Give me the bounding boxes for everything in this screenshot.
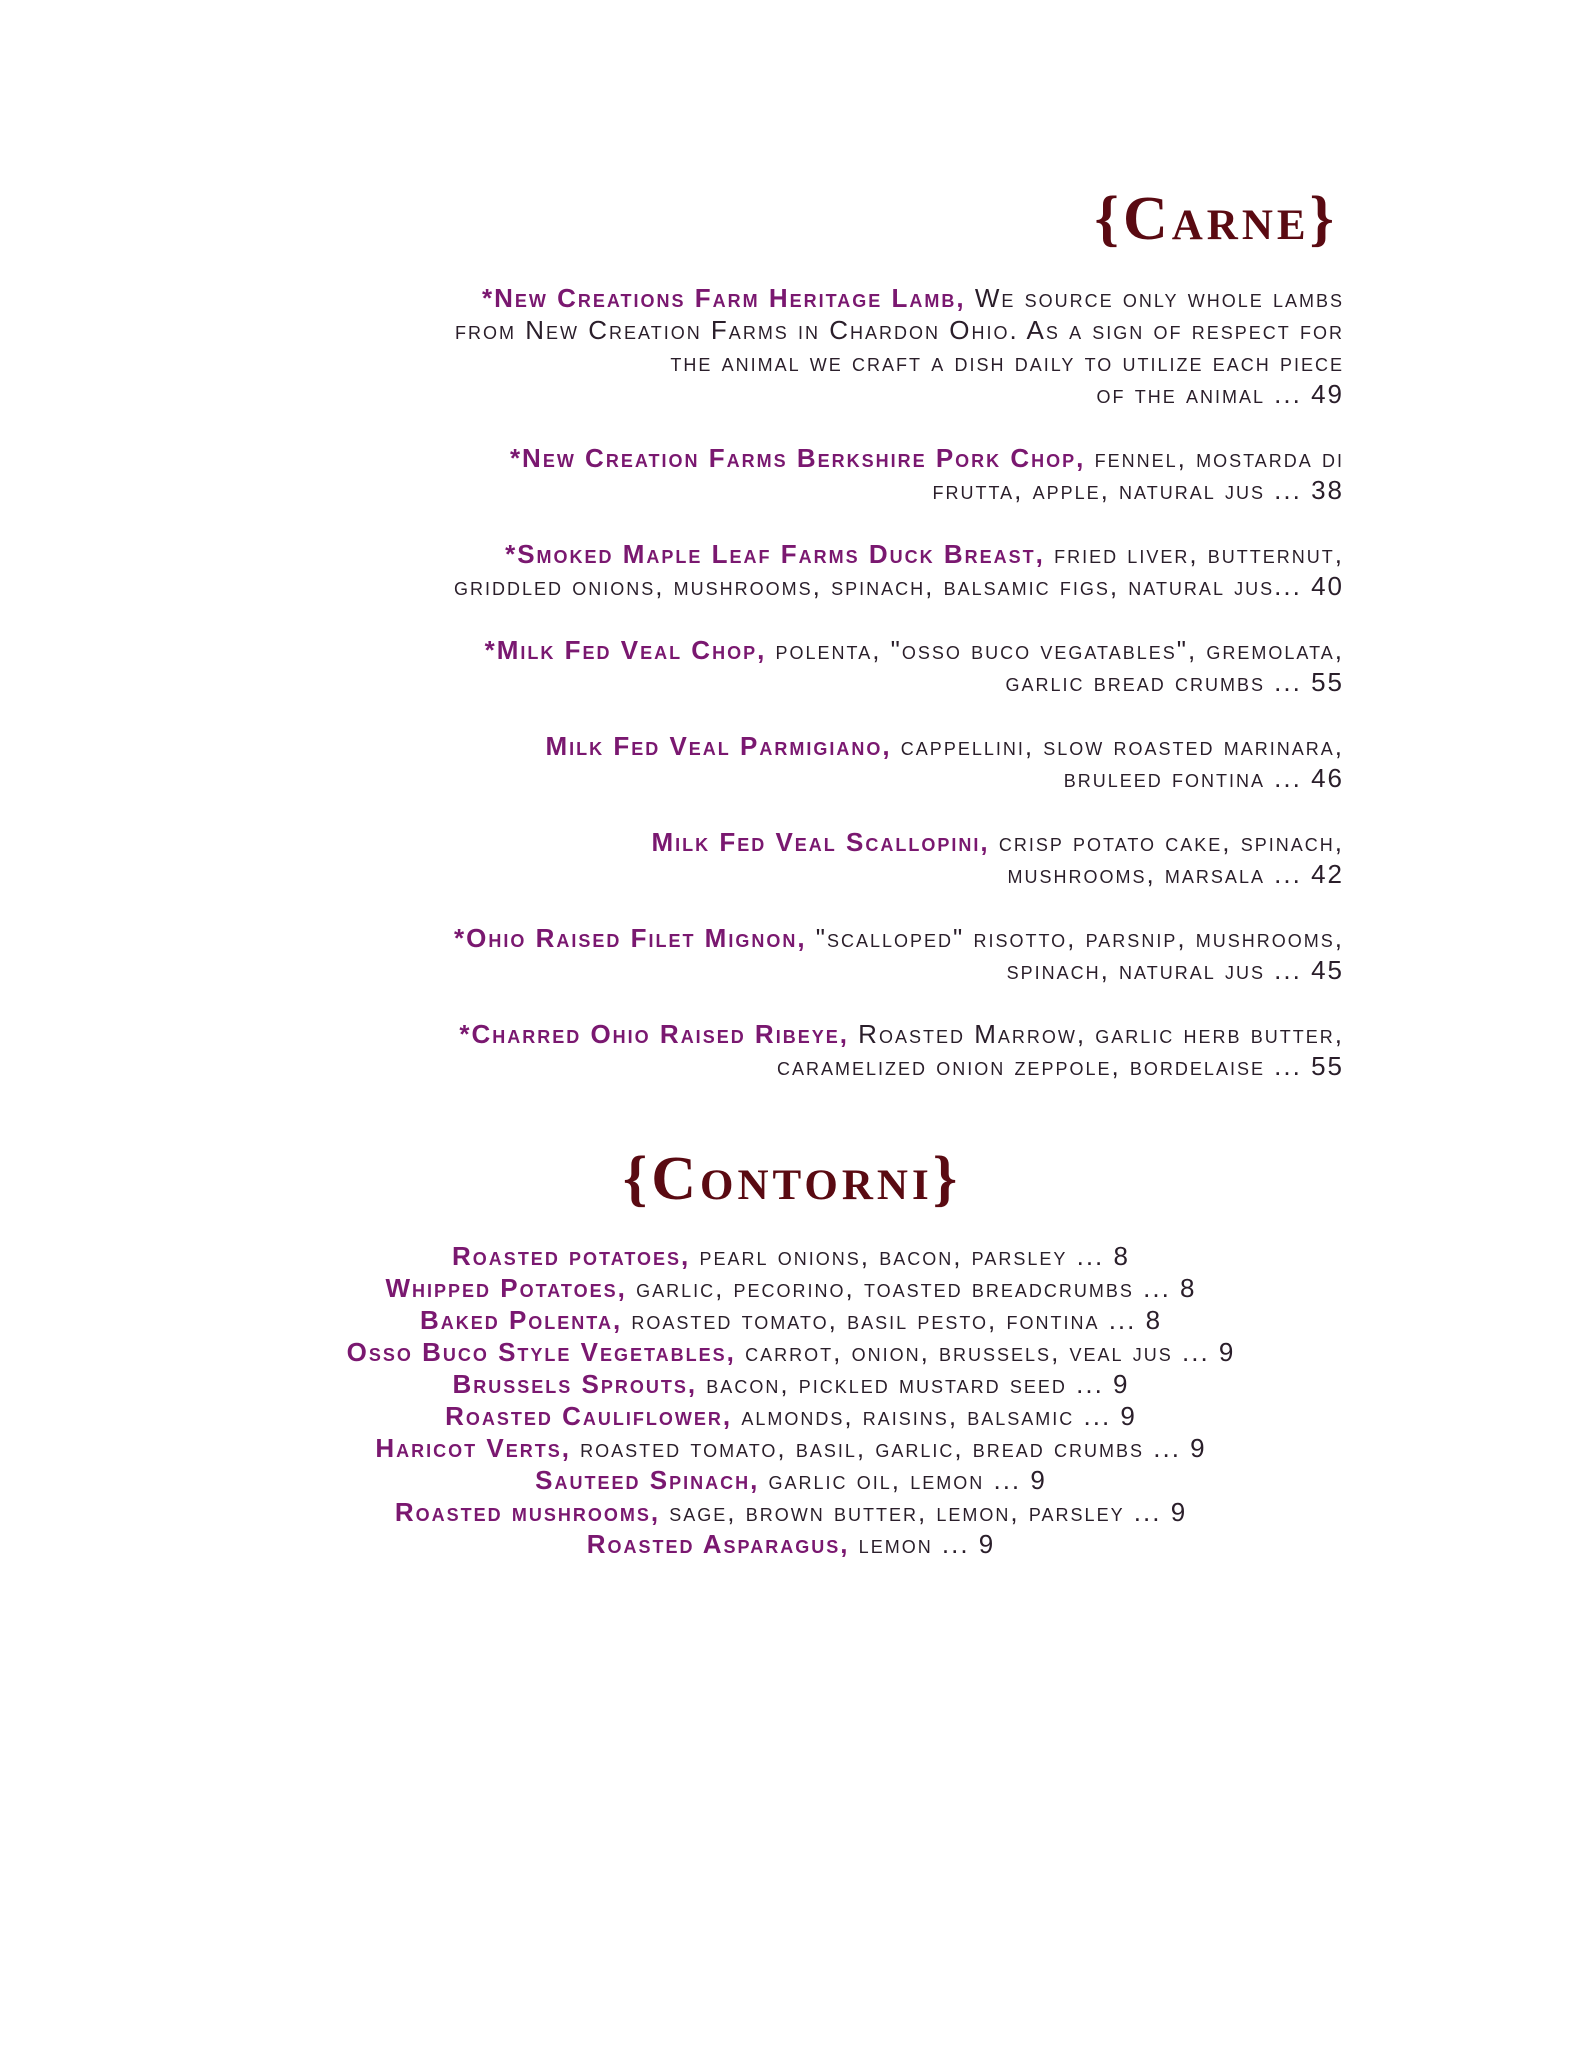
side-description: bacon, pickled mustard seed ... 9 <box>697 1369 1130 1399</box>
dish-description: griddled onions, mushrooms, spinach, balsamic figs, natural jus... 40 <box>453 571 1344 601</box>
dish-description: fried liver, butternut, <box>1044 539 1344 569</box>
dish-name: *Ohio Raised Filet Mignon, <box>454 923 807 953</box>
dish-description: polenta, "osso buco vegatables", gremolata, <box>766 635 1344 665</box>
side-item-roasted-cauliflower <box>0 1400 1582 1432</box>
side-name: Sauteed Spinach, <box>535 1465 760 1495</box>
dish-description: mushrooms, marsala ... 42 <box>1007 859 1344 889</box>
menu-item-veal-parmigiano <box>204 730 1344 794</box>
dish-description: crisp potato cake, spinach, <box>989 827 1344 857</box>
side-name: Roasted Cauliflower, <box>445 1401 733 1431</box>
dish-name: *New Creations Farm Heritage Lamb, <box>481 283 966 313</box>
side-item-roasted-potatoes <box>0 1240 1582 1272</box>
carne-section-title: {Carne} <box>1094 185 1338 253</box>
side-name: Roasted mushrooms, <box>394 1497 661 1527</box>
side-name: Osso Buco Style Vegetables, <box>346 1337 736 1367</box>
side-name: Roasted Asparagus, <box>586 1529 850 1559</box>
side-item-roasted-asparagus <box>0 1528 1582 1560</box>
dish-name: *New Creation Farms Berkshire Pork Chop, <box>509 443 1086 473</box>
side-item-sauteed-spinach <box>0 1464 1582 1496</box>
dish-name: Milk Fed Veal Scallopini, <box>651 827 990 857</box>
dish-description: "scalloped" risotto, parsnip, mushrooms, <box>806 923 1344 953</box>
side-name: Brussels Sprouts, <box>452 1369 698 1399</box>
side-item-osso-buco-vegetables <box>0 1336 1582 1368</box>
side-description: pearl onions, bacon, parsley ... 8 <box>690 1241 1130 1271</box>
carne-list <box>204 282 1344 1114</box>
menu-item-veal-chop <box>204 634 1344 698</box>
menu-item-ribeye <box>204 1018 1344 1082</box>
menu-item-heritage-lamb <box>204 282 1344 410</box>
menu-item-pork-chop <box>204 442 1344 506</box>
dish-description: bruleed fontina ... 46 <box>1063 763 1344 793</box>
side-item-baked-polenta <box>0 1304 1582 1336</box>
dish-description: spinach, natural jus ... 45 <box>1006 955 1344 985</box>
menu-item-filet-mignon <box>204 922 1344 986</box>
menu-item-veal-scallopini <box>204 826 1344 890</box>
dish-description: the animal we craft a dish daily to utilize each piece <box>670 347 1344 377</box>
dish-description: of the animal ... 49 <box>1096 379 1344 409</box>
side-description: sage, brown butter, lemon, parsley ... 9 <box>660 1497 1188 1527</box>
dish-description: frutta, apple, natural jus ... 38 <box>932 475 1344 505</box>
dish-name: Milk Fed Veal Parmigiano, <box>545 731 892 761</box>
dish-description: garlic bread crumbs ... 55 <box>1005 667 1344 697</box>
side-name: Whipped Potatoes, <box>385 1273 627 1303</box>
dish-name: *Smoked Maple Leaf Farms Duck Breast, <box>505 539 1045 569</box>
contorni-list <box>0 1240 1582 1560</box>
side-description: roasted tomato, basil, garlic, bread crumbs ... 9 <box>570 1433 1207 1463</box>
side-description: carrot, onion, brussels, veal jus ... 9 <box>735 1337 1236 1367</box>
dish-name: *Charred Ohio Raised Ribeye, <box>459 1019 849 1049</box>
side-item-brussels-sprouts <box>0 1368 1582 1400</box>
dish-name: *Milk Fed Veal Chop, <box>484 635 767 665</box>
menu-item-duck-breast <box>204 538 1344 602</box>
side-name: Roasted potatoes, <box>452 1241 691 1271</box>
dish-description: fennel, mostarda di <box>1085 443 1344 473</box>
side-name: Baked Polenta, <box>419 1305 623 1335</box>
dish-description: We source only whole lambs <box>965 283 1344 313</box>
side-item-whipped-potatoes <box>0 1272 1582 1304</box>
dish-description: caramelized onion zeppole, bordelaise ... 55 <box>776 1051 1344 1081</box>
dish-description: cappellini, slow roasted marinara, <box>891 731 1344 761</box>
side-description: almonds, raisins, balsamic ... 9 <box>732 1401 1137 1431</box>
dish-description: Roasted Marrow, garlic herb butter, <box>848 1019 1344 1049</box>
side-description: lemon ... 9 <box>849 1529 996 1559</box>
side-description: garlic, pecorino, toasted breadcrumbs ... 8 <box>626 1273 1197 1303</box>
side-item-haricot-verts <box>0 1432 1582 1464</box>
side-description: garlic oil, lemon ... 9 <box>759 1465 1047 1495</box>
contorni-section-title: {Contorni} <box>622 1145 962 1213</box>
side-description: roasted tomato, basil pesto, fontina ... 8 <box>622 1305 1163 1335</box>
side-item-roasted-mushrooms <box>0 1496 1582 1528</box>
dish-description: from New Creation Farms in Chardon Ohio. As a sign of respect for <box>455 315 1344 345</box>
side-name: Haricot Verts, <box>375 1433 571 1463</box>
